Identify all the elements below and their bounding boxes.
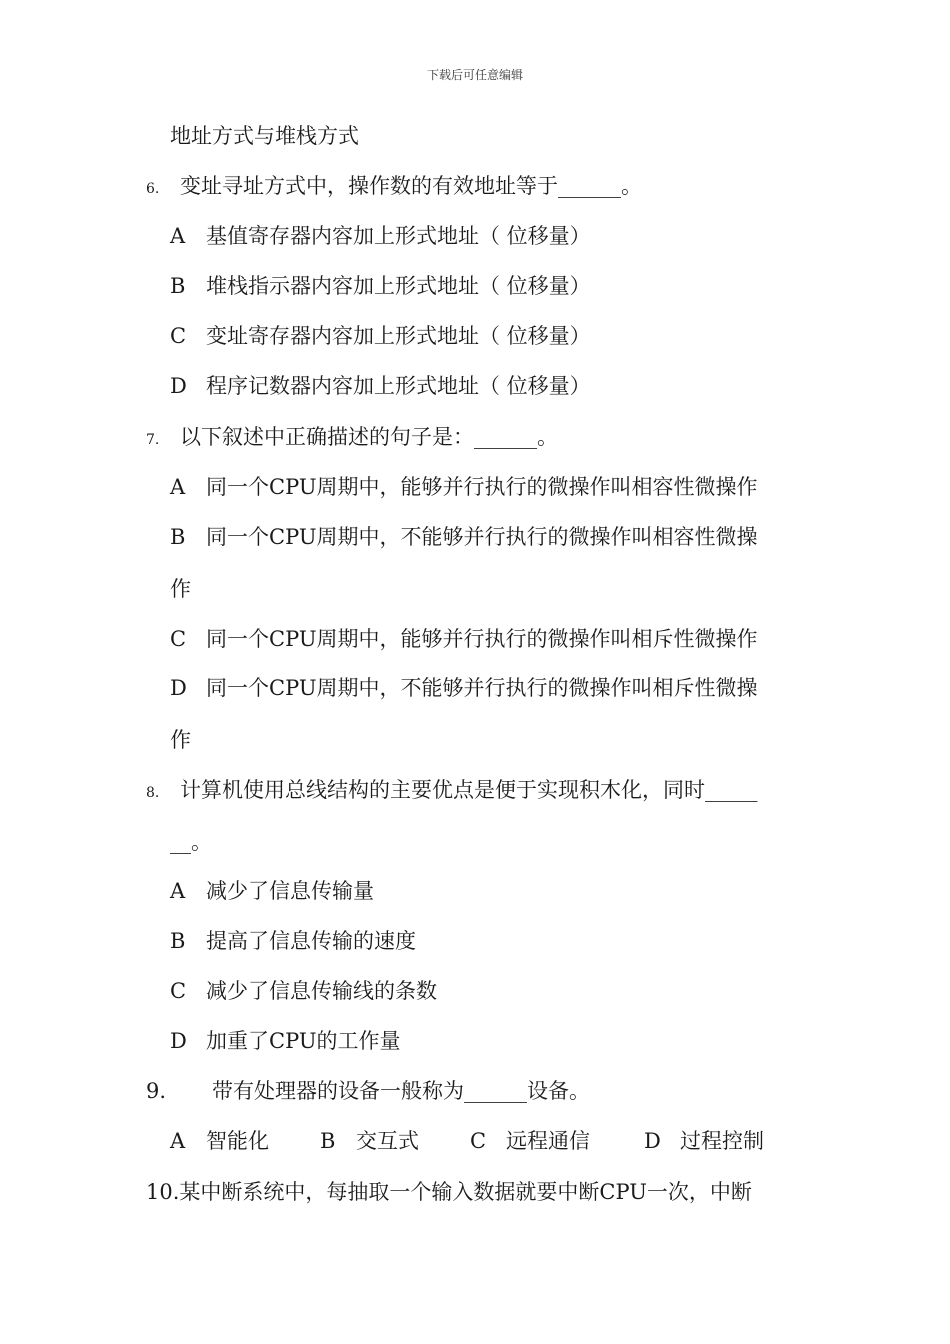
option-text: 加重了CPU的工作量	[206, 1029, 401, 1053]
option-text: 变址寄存器内容加上形式地址（ 位移量）	[206, 324, 591, 348]
option-6c	[170, 322, 591, 350]
question-8-continuation: __。	[170, 830, 212, 854]
option-letter: D	[644, 1129, 661, 1153]
option-8d	[170, 1027, 401, 1055]
option-7b-continuation: 作	[170, 577, 191, 601]
option-letter: D	[170, 676, 187, 700]
question-text: 以下叙述中正确描述的句子是：______。	[180, 425, 558, 449]
option-letter: A	[170, 224, 186, 248]
option-text: 过程控制	[680, 1129, 764, 1153]
question-number: 7.	[146, 432, 160, 448]
option-6a	[170, 222, 591, 250]
option-letter: D	[170, 1029, 187, 1053]
option-text: 智能化	[206, 1129, 269, 1153]
option-letter: B	[170, 525, 186, 549]
option-text: 提高了信息传输的速度	[206, 929, 416, 953]
option-7a	[170, 473, 758, 501]
option-6d	[170, 372, 591, 400]
option-letter: A	[170, 475, 186, 499]
option-text: 远程通信	[506, 1129, 590, 1153]
option-text: 同一个CPU周期中，能够并行执行的微操作叫相斥性微操作	[206, 627, 758, 651]
option-8b	[170, 927, 416, 955]
page-header: 下载后可任意编辑	[426, 68, 523, 82]
option-text: 同一个CPU周期中，能够并行执行的微操作叫相容性微操作	[206, 475, 758, 499]
option-7d-continuation: 作	[170, 728, 191, 752]
question-number: 6.	[146, 181, 160, 197]
option-9-row	[170, 1127, 764, 1155]
option-letter: C	[170, 979, 187, 1003]
option-text: 基值寄存器内容加上形式地址（ 位移量）	[206, 224, 591, 248]
question-9	[146, 1077, 590, 1105]
question-8	[146, 776, 758, 807]
option-text: 减少了信息传输量	[206, 879, 374, 903]
option-letter: B	[170, 274, 186, 298]
option-7d	[170, 674, 758, 702]
option-letter: B	[170, 929, 186, 953]
option-text: 程序记数器内容加上形式地址（ 位移量）	[206, 374, 591, 398]
question-text: 计算机使用总线结构的主要优点是便于实现积木化，同时_____	[180, 778, 758, 802]
option-8c	[170, 977, 437, 1005]
text-line: 地址方式与堆栈方式	[170, 124, 359, 148]
question-6	[146, 172, 642, 203]
option-text: 减少了信息传输线的条数	[206, 979, 437, 1003]
question-text: 带有处理器的设备一般称为______设备。	[212, 1079, 590, 1103]
option-letter: C	[170, 324, 187, 348]
option-8a	[170, 877, 374, 905]
option-letter: A	[170, 879, 186, 903]
question-text: 变址寻址方式中，操作数的有效地址等于______。	[180, 174, 642, 198]
option-text: 交互式	[356, 1129, 419, 1153]
option-text: 同一个CPU周期中，不能够并行执行的微操作叫相斥性微操	[206, 676, 758, 700]
option-letter: D	[170, 374, 187, 398]
option-letter: B	[320, 1129, 336, 1153]
option-text: 同一个CPU周期中，不能够并行执行的微操作叫相容性微操	[206, 525, 758, 549]
option-text: 堆栈指示器内容加上形式地址（ 位移量）	[206, 274, 591, 298]
option-6b	[170, 272, 591, 300]
option-7c	[170, 625, 758, 653]
option-letter: C	[470, 1129, 487, 1153]
option-letter: A	[170, 1129, 186, 1153]
option-7b	[170, 523, 758, 551]
question-number: 8.	[146, 785, 160, 801]
option-letter: C	[170, 627, 187, 651]
question-number: 9.	[146, 1079, 167, 1103]
question-10: 10.某中断系统中，每抽取一个输入数据就要中断CPU一次，中断	[146, 1180, 752, 1204]
question-7	[146, 423, 558, 454]
